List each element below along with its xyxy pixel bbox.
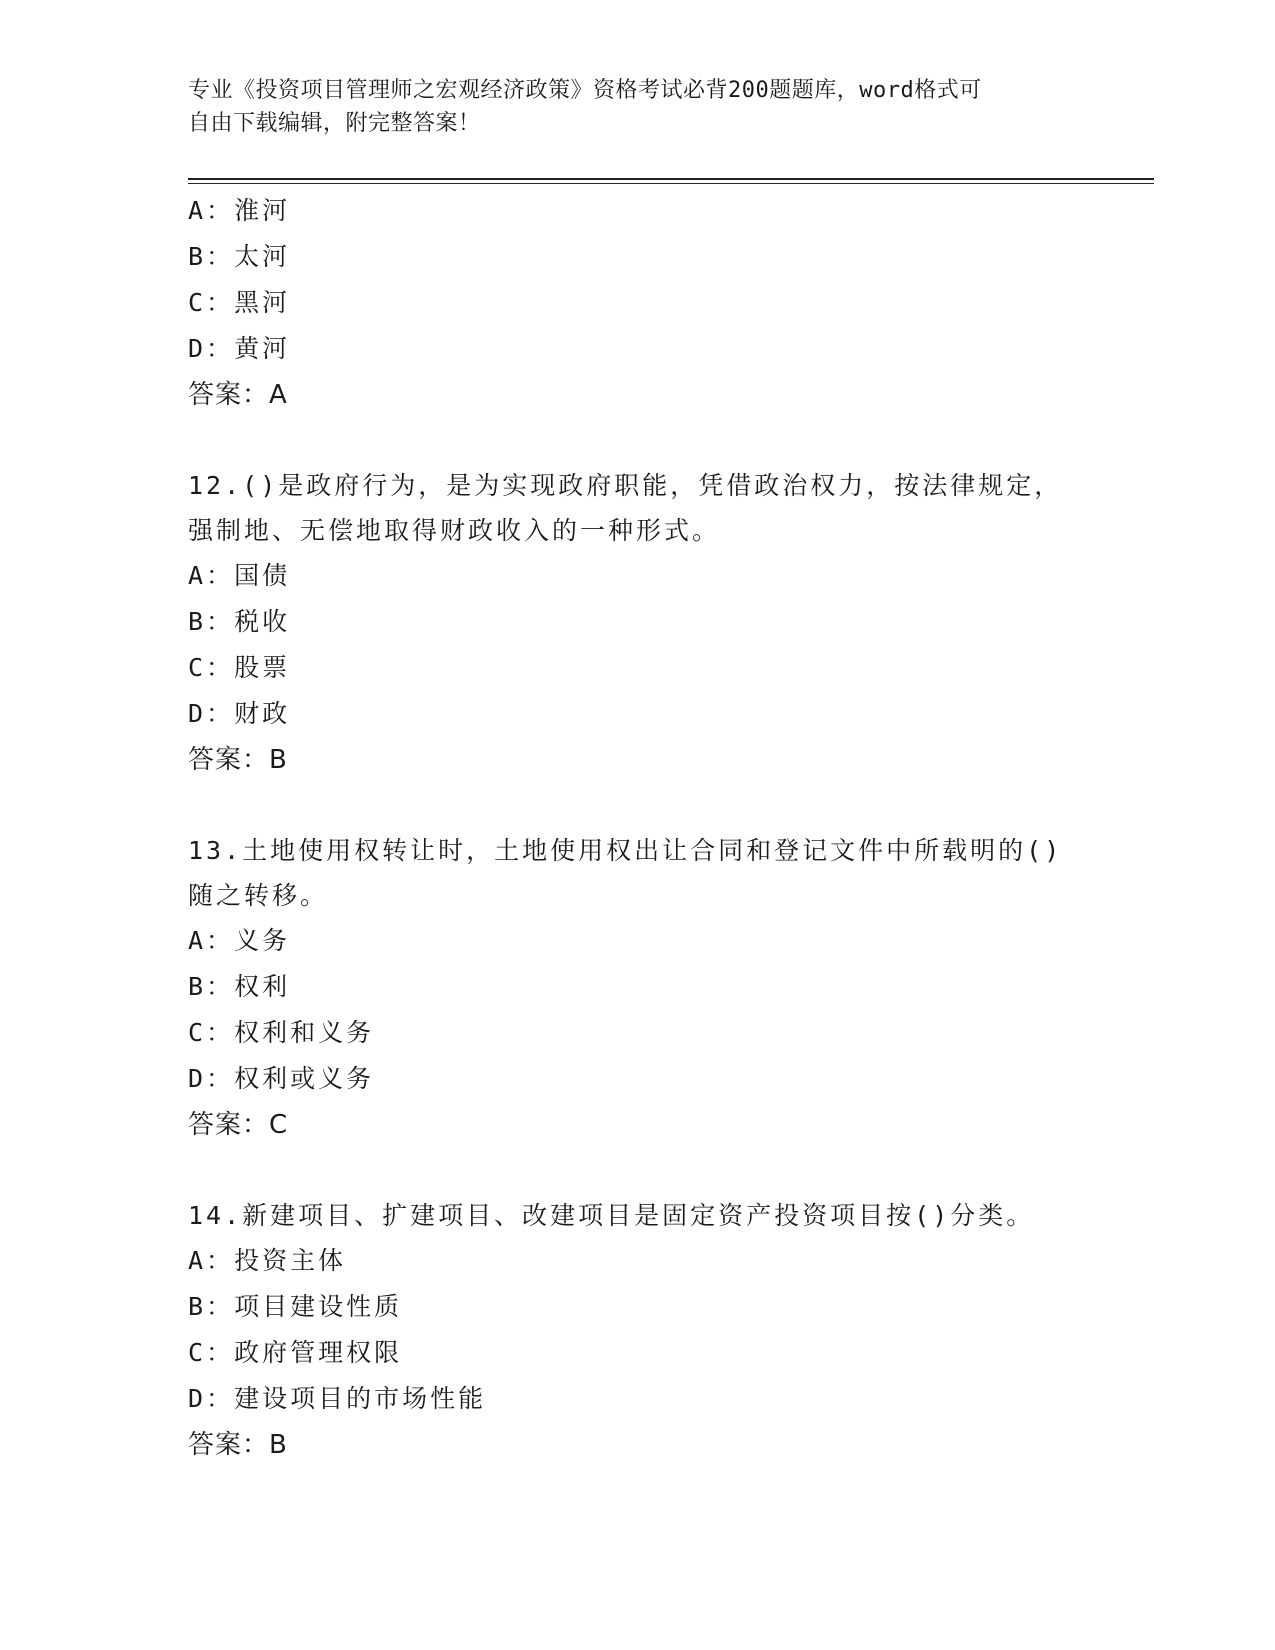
header-line-1: 专业《投资项目管理师之宏观经济政策》资格考试必背200题题库，word格式可 bbox=[188, 78, 982, 103]
option-b: B：项目建设性质 bbox=[188, 1292, 403, 1321]
answer-line: 答案：B bbox=[188, 745, 288, 775]
question-stem: 强制地、无偿地取得财政收入的一种形式。 bbox=[188, 516, 721, 545]
option-b: B：税收 bbox=[188, 607, 291, 636]
header-line-2: 自由下载编辑，附完整答案！ bbox=[188, 111, 481, 136]
option-b: B：太河 bbox=[188, 242, 291, 271]
question-list bbox=[188, 188, 1088, 1468]
option-c: C：股票 bbox=[188, 653, 291, 682]
header-rule-thin bbox=[188, 183, 1154, 184]
option-a: A：投资主体 bbox=[188, 1246, 347, 1275]
answer-line: 答案：B bbox=[188, 1430, 288, 1460]
question-stem: 14.新建项目、扩建项目、改建项目是固定资产投资项目按()分类。 bbox=[188, 1201, 1035, 1230]
option-c: C：黑河 bbox=[188, 288, 291, 317]
option-d: D：财政 bbox=[188, 699, 291, 728]
option-a: A：义务 bbox=[188, 926, 291, 955]
option-a: A：淮河 bbox=[188, 196, 291, 225]
question-13 bbox=[188, 828, 1088, 1148]
question-stem: 随之转移。 bbox=[188, 881, 329, 910]
header-rule-thick bbox=[188, 178, 1154, 180]
question-12 bbox=[188, 463, 1088, 783]
answer-line: 答案：C bbox=[188, 1110, 289, 1140]
question-14 bbox=[188, 1193, 1088, 1468]
question-stem: 13.土地使用权转让时，土地使用权出让合同和登记文件中所载明的() bbox=[188, 836, 1063, 865]
option-c: C：政府管理权限 bbox=[188, 1338, 403, 1367]
option-b: B：权利 bbox=[188, 972, 291, 1001]
option-c: C：权利和义务 bbox=[188, 1018, 375, 1047]
answer-line: 答案：A bbox=[188, 380, 288, 410]
option-d: D：建设项目的市场性能 bbox=[188, 1384, 487, 1413]
option-a: A：国债 bbox=[188, 561, 291, 590]
document-header bbox=[188, 74, 1088, 140]
question-stem: 12.()是政府行为，是为实现政府职能，凭借政治权力，按法律规定， bbox=[188, 471, 1063, 500]
option-d: D：权利或义务 bbox=[188, 1064, 375, 1093]
question-continued bbox=[188, 188, 1088, 418]
option-d: D：黄河 bbox=[188, 334, 291, 363]
